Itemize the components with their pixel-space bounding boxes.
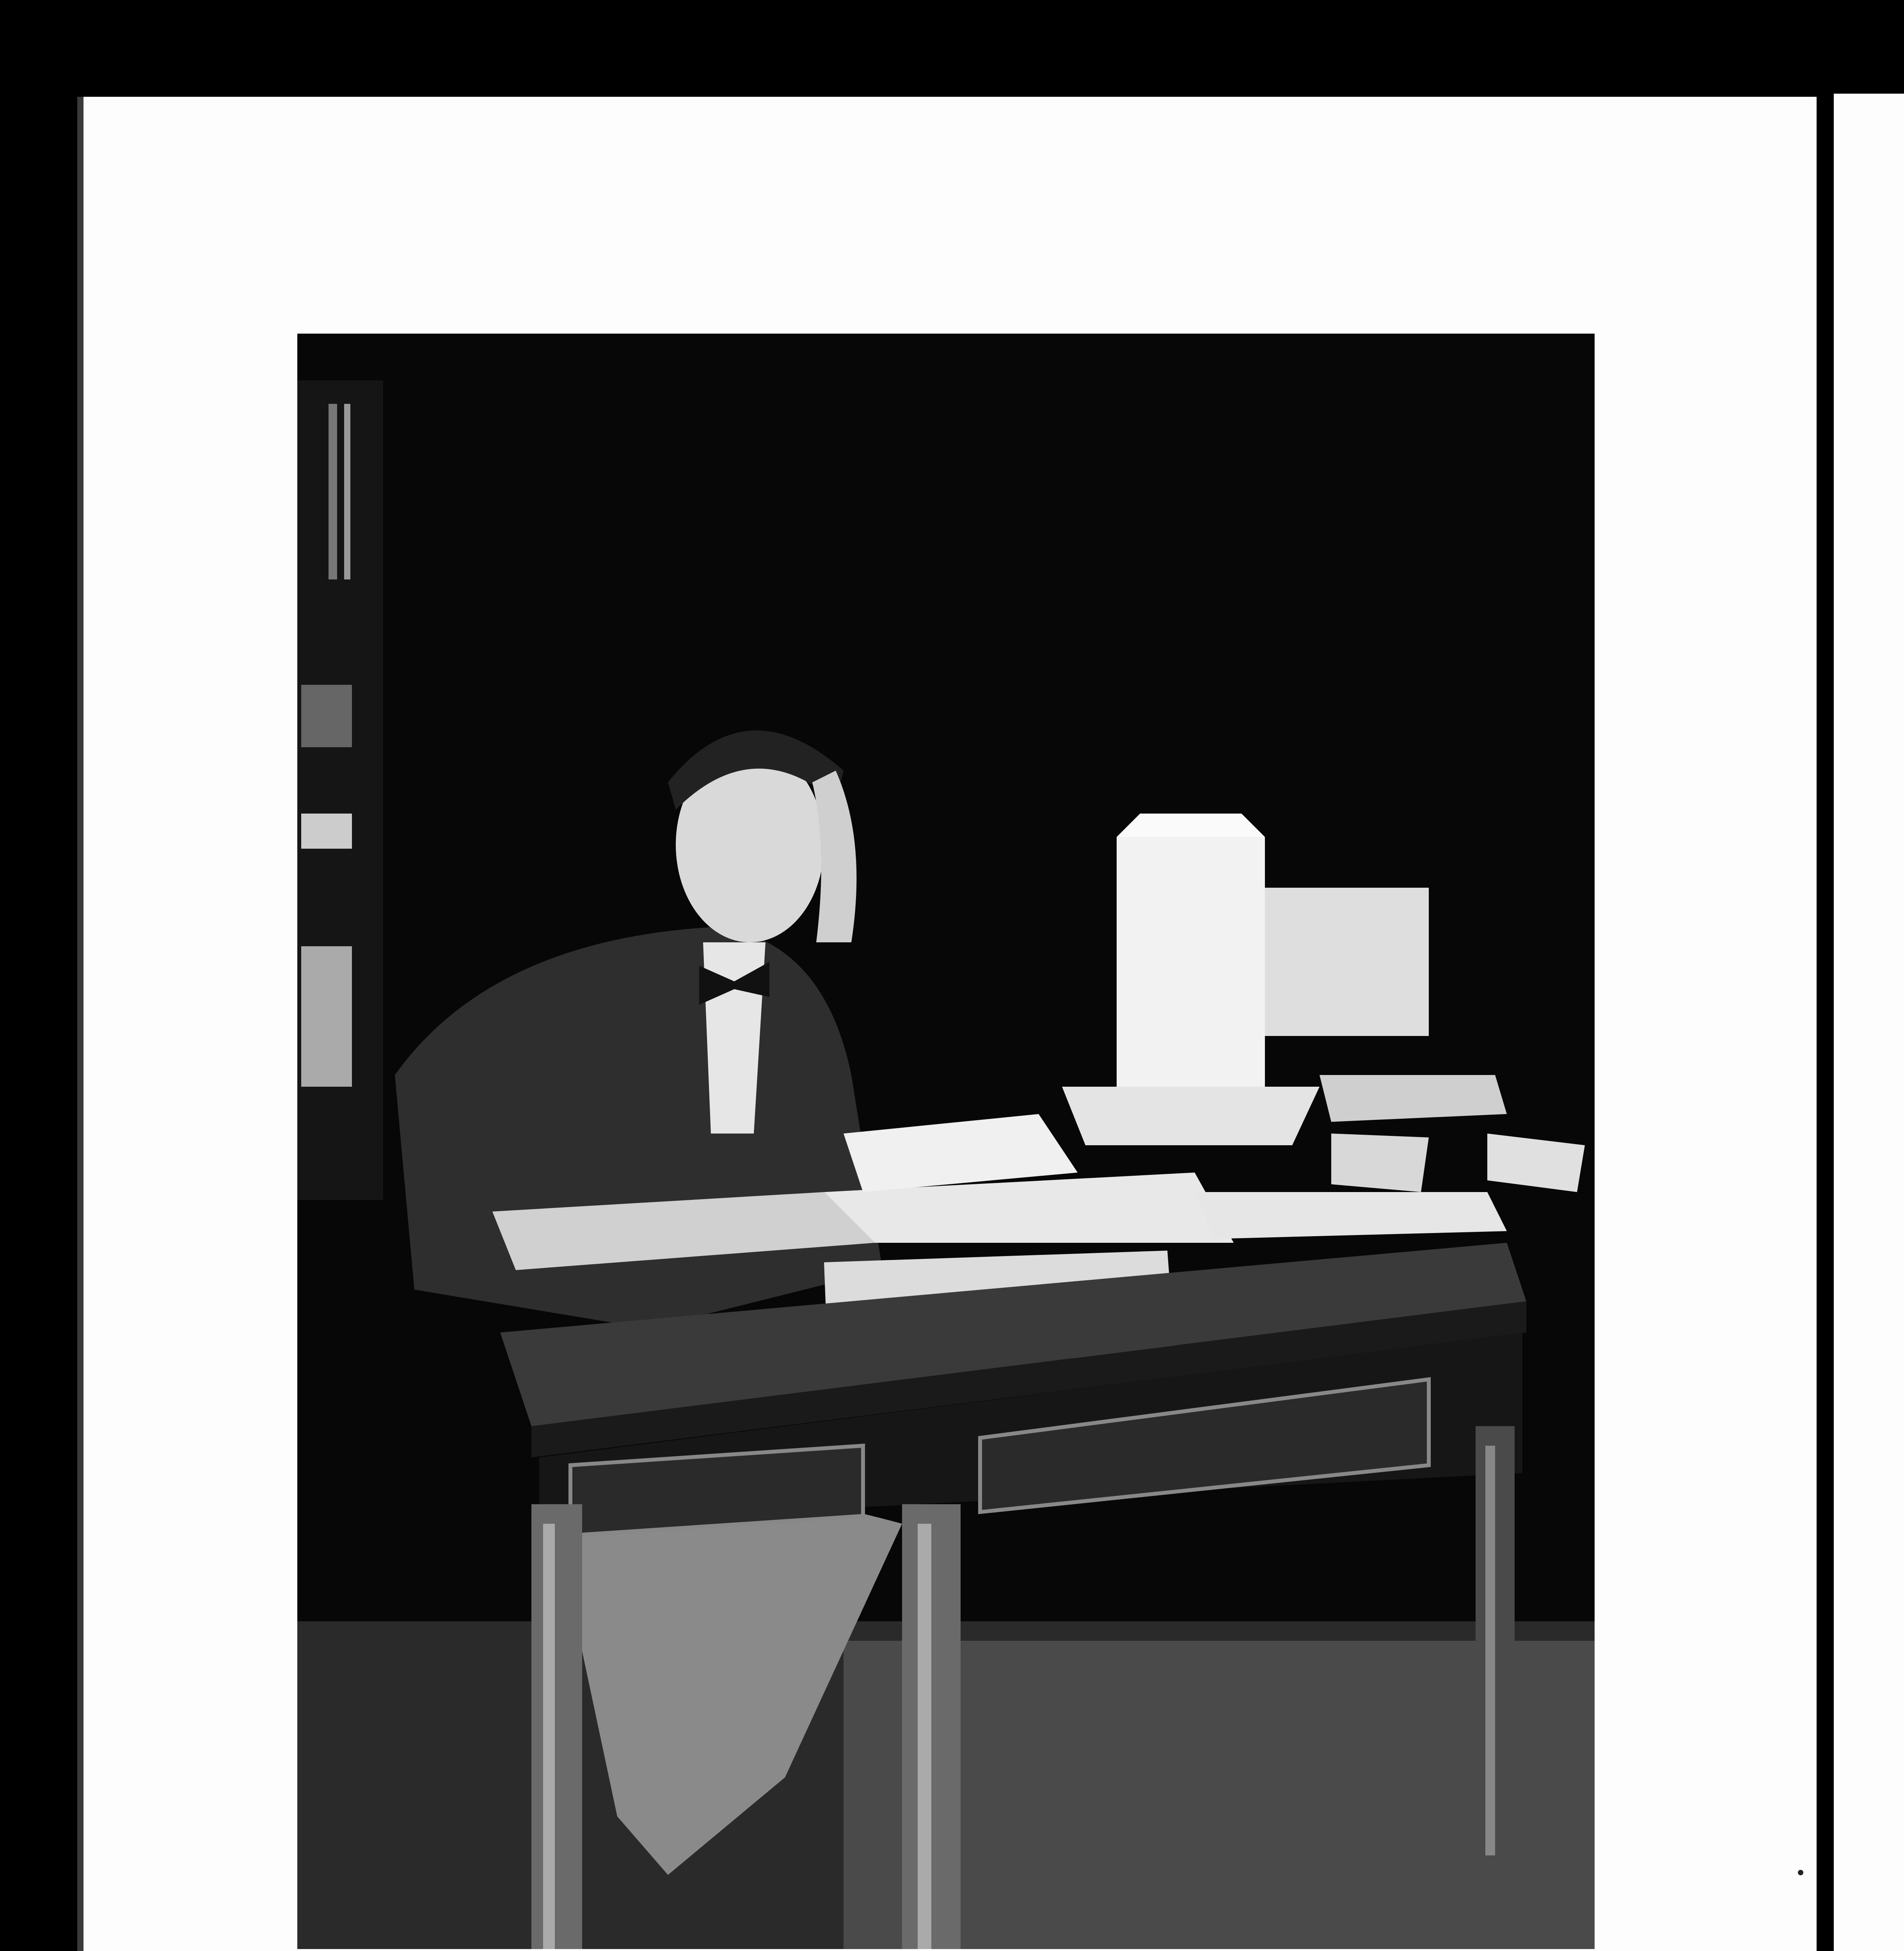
- adjacent-page-edge: [1834, 94, 1904, 1951]
- portrait-illustration: [297, 334, 1595, 1949]
- portrait-photograph: [297, 334, 1595, 1949]
- margin-speck: [1798, 1870, 1803, 1875]
